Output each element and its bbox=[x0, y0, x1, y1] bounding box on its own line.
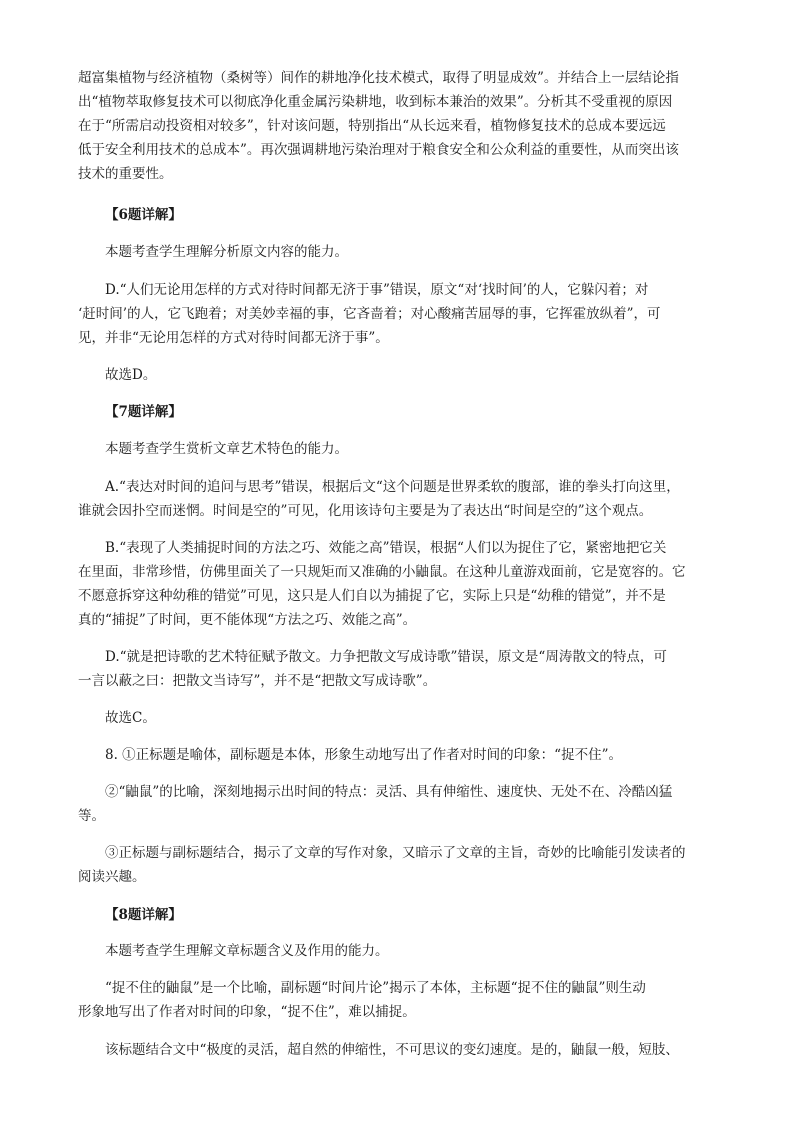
paragraph-q6-answer: 故选D。 bbox=[105, 367, 157, 383]
text-line: 见，并非“无论用怎样的方式对待时间都无济于事”。 bbox=[78, 330, 389, 346]
text-line: A.“表达对时间的追问与思考”错误，根据后文“这个问题是世界柔软的腹部，谁的拳头打向这里， bbox=[105, 479, 680, 495]
section-heading-q8: 【8题详解】 bbox=[105, 907, 182, 923]
text-line: ③正标题与副标题结合，揭示了文章的写作对象，又暗示了文章的主旨，奇妙的比喻能引发读者的 bbox=[105, 845, 686, 861]
paragraph-q6-option-d bbox=[78, 278, 714, 350]
text-line: ‘赶时间’的人，它飞跑着；对美妙幸福的事，它吝啬着；对心酸痛苦屈辱的事，它挥霍放纵着”，可 bbox=[78, 306, 661, 322]
text-line: 在里面，非常珍惜，仿佛里面关了一只规矩而又准确的小鼬鼠。在这种儿童游戏面前，它是宽容的。它 bbox=[78, 564, 686, 580]
paragraph-q7-answer: 故选C。 bbox=[105, 710, 156, 726]
paragraph-q8-continued: 该标题结合文中“极度的灵活，超自然的伸缩性，不可思议的变幻速度。是的，鼬鼠一般，短肢、 bbox=[105, 1042, 679, 1058]
text-line: 一言以蔽之曰：把散文当诗写”，并不是“把散文写成诗歌”。 bbox=[78, 673, 437, 689]
text-line: 低于安全利用技术的总成本”。再次强调耕地污染治理对于粮食安全和公众利益的重要性，从而突出该 bbox=[78, 142, 679, 158]
text-line: B.“表现了人类捕捉时间的方法之巧、效能之高”错误，根据“人们以为捉住了它，紧密地把它关 bbox=[105, 540, 667, 556]
paragraph-q7-intro: 本题考查学生赏析文章艺术特色的能力。 bbox=[105, 441, 348, 457]
text-line: 不愿意拆穿这种幼稚的错觉”可见，这只是人们自以为捕捉了它，实际上只是“幼稚的错觉”，并不是 bbox=[78, 588, 666, 604]
text-line: 技术的重要性。 bbox=[78, 166, 173, 182]
text-line: 真的“捕捉”了时间，更不能体现“方法之巧、效能之高”。 bbox=[78, 612, 417, 628]
paragraph-q7-option-b bbox=[78, 536, 714, 632]
text-line: 在于“所需启动投资相对较多”，针对该问题，特别指出“从长远来看，植物修复技术的总成本要远远 bbox=[78, 118, 666, 134]
text-line: 超富集植物与经济植物（桑树等）间作的耕地净化技术模式，取得了明显成效”。并结合上一层结论指 bbox=[78, 70, 679, 86]
paragraph-q6-intro: 本题考查学生理解分析原文内容的能力。 bbox=[105, 244, 348, 260]
paragraph-q8-point-2 bbox=[78, 780, 714, 828]
text-line: 阅读兴趣。 bbox=[78, 869, 146, 885]
text-line: 出“植物萃取修复技术可以彻底净化重金属污染耕地，收到标本兼治的效果”。分析其不受重视的原因 bbox=[78, 94, 673, 110]
text-line: D.“就是把诗歌的艺术特征赋予散文。力争把散文写成诗歌”错误，原文是“周涛散文的特点，可 bbox=[105, 649, 667, 665]
paragraph-q8-point-1: 8. ①正标题是喻体，副标题是本体，形象生动地写出了作者对时间的印象：“捉不住”。 bbox=[105, 747, 622, 763]
paragraph-intro bbox=[78, 66, 714, 186]
text-line: D.“人们无论用怎样的方式对待时间都无济于事”错误，原文“对‘找时间’的人，它躲闪着；对 bbox=[105, 282, 649, 298]
text-line: 形象地写出了作者对时间的印象，“捉不住”，难以捕捉。 bbox=[78, 1004, 416, 1020]
paragraph-q8-intro: 本题考查学生理解文章标题含义及作用的能力。 bbox=[105, 943, 389, 959]
paragraph-q8-point-3 bbox=[78, 841, 714, 889]
section-heading-q6: 【6题详解】 bbox=[105, 207, 182, 223]
paragraph-q8-detail bbox=[78, 976, 714, 1024]
paragraph-q7-option-a bbox=[78, 475, 714, 523]
text-line: “捉不住的鼬鼠”是一个比喻，副标题“时间片论”揭示了本体，主标题“捉不住的鼬鼠”则生动 bbox=[105, 980, 646, 996]
section-heading-q7: 【7题详解】 bbox=[105, 404, 182, 420]
text-line: 等。 bbox=[78, 808, 105, 824]
paragraph-q7-option-d bbox=[78, 645, 714, 693]
text-line: ②“鼬鼠”的比喻，深刻地揭示出时间的特点：灵活、具有伸缩性、速度快、无处不在、冷酷凶猛 bbox=[105, 784, 673, 800]
text-line: 谁就会因扑空而迷惘。时间是空的”可见，化用该诗句主要是为了表达出“时间是空的”这个观点。 bbox=[78, 503, 653, 519]
